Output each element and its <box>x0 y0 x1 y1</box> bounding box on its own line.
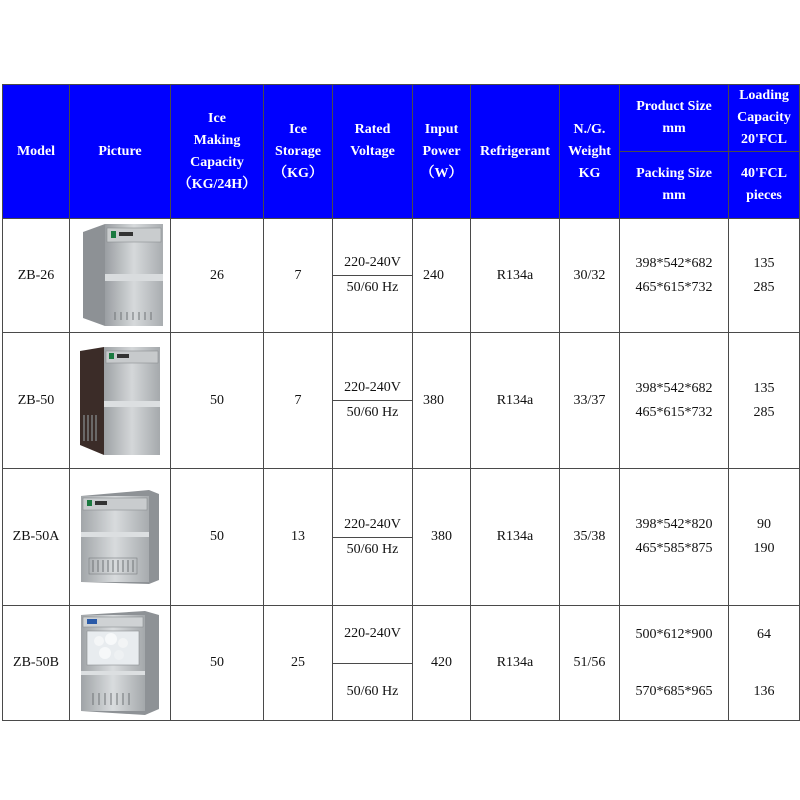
weight-cell: 33/37 <box>560 333 620 469</box>
voltage-cell <box>333 219 413 333</box>
table-row <box>3 333 800 469</box>
machine-picture <box>70 469 171 606</box>
header-ice-making-capacity: Ice Making Capacity （KG/24H） <box>171 85 264 219</box>
fcl20-value: 135 <box>753 380 775 396</box>
size-cell <box>620 333 729 469</box>
table-header <box>3 85 800 219</box>
product-size-value: 398*542*682 <box>635 380 713 396</box>
frequency-value: 50/60 Hz <box>333 537 412 606</box>
size-cell <box>620 606 729 721</box>
header-product-size: Product Size mm <box>620 85 729 152</box>
power-cell: 380 <box>413 333 471 469</box>
capacity-cell: 26 <box>171 219 264 333</box>
header-picture: Picture <box>70 85 171 219</box>
table-row <box>3 606 800 721</box>
size-cell <box>620 469 729 606</box>
voltage-value: 220-240V <box>344 516 401 532</box>
storage-cell: 7 <box>264 219 333 333</box>
voltage-cell <box>333 333 413 469</box>
storage-cell: 7 <box>264 333 333 469</box>
machine-picture <box>70 219 171 333</box>
fcl40-value: 190 <box>753 541 775 556</box>
weight-cell: 51/56 <box>560 606 620 721</box>
refrigerant-cell: R134a <box>471 219 560 333</box>
header-loading-40fcl: 40'FCL pieces <box>729 152 800 219</box>
capacity-cell: 50 <box>171 469 264 606</box>
frequency-value: 50/60 Hz <box>333 275 412 332</box>
power-cell: 380 <box>413 469 471 606</box>
header-loading-20fcl: Loading Capacity 20'FCL <box>729 85 800 152</box>
power-cell: 240 <box>413 219 471 333</box>
weight-cell: 35/38 <box>560 469 620 606</box>
product-size-value: 500*612*900 <box>635 626 713 642</box>
capacity-cell: 50 <box>171 333 264 469</box>
refrigerant-cell: R134a <box>471 333 560 469</box>
weight-cell: 30/32 <box>560 219 620 333</box>
fcl20-value: 90 <box>757 517 771 532</box>
spec-table <box>2 84 800 721</box>
storage-cell: 13 <box>264 469 333 606</box>
frequency-value: 50/60 Hz <box>333 400 412 468</box>
size-cell <box>620 219 729 333</box>
fcl40-value: 285 <box>753 404 775 420</box>
voltage-value: 220-240V <box>344 255 401 270</box>
voltage-value: 220-240V <box>344 380 401 395</box>
model-cell: ZB-50A <box>3 469 70 606</box>
voltage-cell <box>333 606 413 721</box>
header-rated-voltage: Rated Voltage <box>333 85 413 219</box>
header-input-power: Input Power （W） <box>413 85 471 219</box>
product-size-value: 398*542*682 <box>635 255 713 271</box>
frequency-value: 50/60 Hz <box>333 663 412 721</box>
loading-cell <box>729 469 800 606</box>
fcl40-value: 285 <box>753 279 775 295</box>
fcl20-value: 64 <box>757 626 771 642</box>
storage-cell: 25 <box>264 606 333 721</box>
packing-size-value: 465*585*875 <box>635 541 713 556</box>
fcl40-value: 136 <box>753 683 775 699</box>
capacity-cell: 50 <box>171 606 264 721</box>
machine-picture <box>70 606 171 721</box>
model-cell: ZB-26 <box>3 219 70 333</box>
packing-size-value: 465*615*732 <box>635 279 713 295</box>
header-model: Model <box>3 85 70 219</box>
header-ice-storage: Ice Storage （KG） <box>264 85 333 219</box>
refrigerant-cell: R134a <box>471 469 560 606</box>
header-refrigerant: Refrigerant <box>471 85 560 219</box>
power-cell: 420 <box>413 606 471 721</box>
header-packing-size: Packing Size mm <box>620 152 729 219</box>
header-weight: N./G. Weight KG <box>560 85 620 219</box>
voltage-value: 220-240V <box>344 626 401 642</box>
product-size-value: 398*542*820 <box>635 517 713 532</box>
fcl20-value: 135 <box>753 255 775 271</box>
machine-picture <box>70 333 171 469</box>
packing-size-value: 465*615*732 <box>635 404 713 420</box>
loading-cell <box>729 606 800 721</box>
model-cell: ZB-50B <box>3 606 70 721</box>
table-row <box>3 219 800 333</box>
loading-cell <box>729 219 800 333</box>
table-row <box>3 469 800 606</box>
model-cell: ZB-50 <box>3 333 70 469</box>
voltage-cell <box>333 469 413 606</box>
loading-cell <box>729 333 800 469</box>
packing-size-value: 570*685*965 <box>635 683 713 699</box>
refrigerant-cell: R134a <box>471 606 560 721</box>
